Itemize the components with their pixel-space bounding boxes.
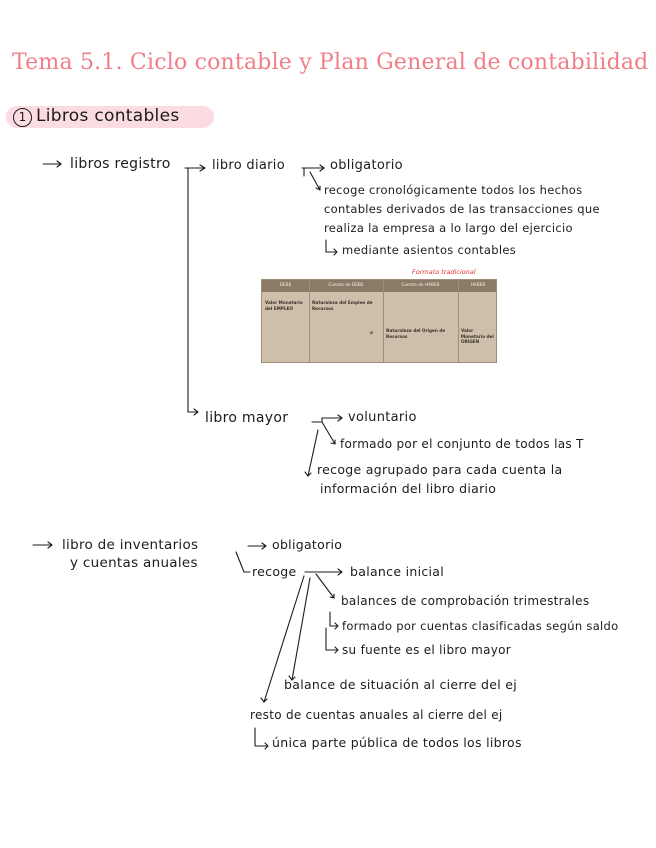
diario-desc-line-2: contables derivados de las transacciones que	[324, 202, 600, 216]
inventarios-obligatorio: obligatorio	[272, 537, 343, 552]
comprobacion-formado: formado por cuentas clasificadas según saldo	[342, 619, 619, 633]
balance-situacion: balance de situación al cierre del ej	[284, 677, 518, 692]
libro-diario-label: libro diario	[212, 158, 285, 173]
balance-inicial: balance inicial	[350, 564, 445, 579]
inventarios-label-line-1: libro de inventarios	[62, 537, 199, 553]
libros-registro-label: libros registro	[70, 156, 171, 172]
comprobacion-fuente: su fuente es el libro mayor	[342, 643, 512, 657]
mayor-formado: formado por el conjunto de todos las T	[340, 437, 584, 451]
mayor-voluntario: voluntario	[348, 410, 417, 425]
table-header	[262, 280, 496, 292]
libro-mayor-label: libro mayor	[205, 410, 289, 426]
section-number: 1	[13, 108, 32, 127]
diario-asientos: mediante asientos contables	[342, 243, 517, 257]
diario-desc-line-1: recoge cronológicamente todos los hechos	[324, 183, 583, 197]
table-cell-valor-origen: Valor Monetario del ORIGEN	[461, 328, 494, 344]
inventarios-recoge: recoge	[252, 564, 297, 579]
table-cell-naturaleza-origen: Naturaleza del Origen de Recursos	[386, 328, 446, 339]
table-caption: Formato tradicional	[412, 268, 476, 276]
table-header-cuenta-debe: Cuenta de DEBE	[328, 283, 364, 288]
table-header-cuenta-haber: Cuenta de HABER	[401, 283, 440, 288]
asiento-table	[261, 279, 497, 363]
diario-desc-line-3: realiza la empresa a lo largo del ejercicio	[324, 221, 573, 235]
inventarios-label-line-2: y cuentas anuales	[70, 555, 198, 571]
section-title: Libros contables	[36, 106, 180, 126]
resto-cuentas: resto de cuentas anuales al cierre del ej	[250, 708, 503, 722]
table-cell-a: a	[370, 330, 373, 335]
mayor-recoge-line-1: recoge agrupado para cada cuenta la	[317, 462, 563, 477]
unica-parte-publica: única parte pública de todos los libros	[272, 735, 522, 750]
diario-obligatorio: obligatorio	[330, 158, 403, 173]
table-header-haber: HABER	[470, 283, 486, 288]
table-header-debe: DEBE	[279, 283, 292, 288]
mayor-recoge-line-2: información del libro diario	[320, 481, 497, 496]
table-cell-naturaleza-empleo: Naturaleza del Empleo de Recursos	[312, 300, 373, 311]
table-cell-valor-empleo: Valor Monetario del EMPLEO	[265, 300, 303, 311]
page-title: Tema 5.1. Ciclo contable y Plan General de contabilidad	[12, 50, 649, 75]
balances-comprobacion: balances de comprobación trimestrales	[341, 594, 590, 608]
